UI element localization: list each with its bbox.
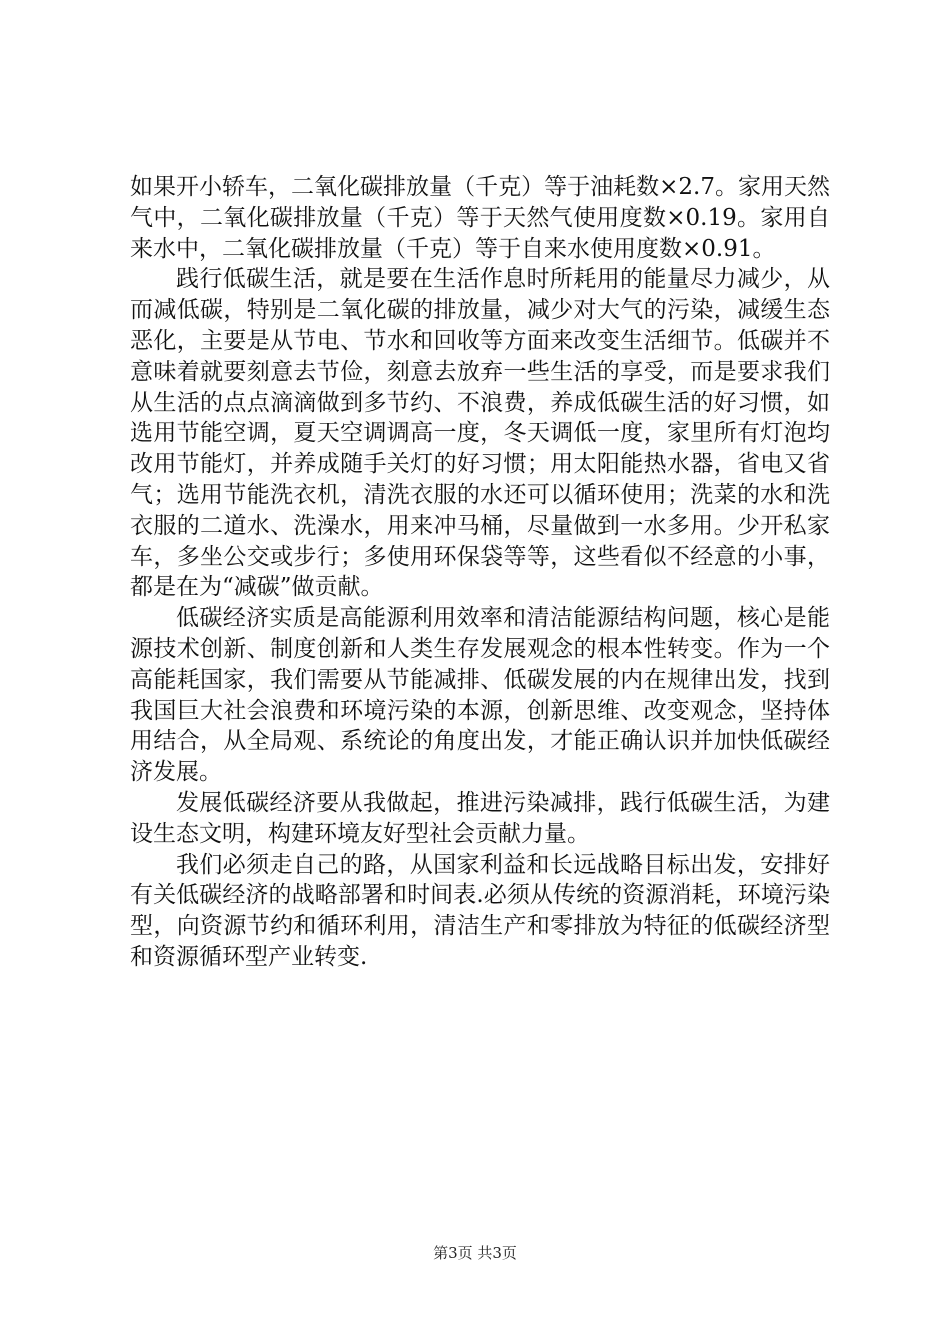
paragraph-low-carbon-economy: 低碳经济实质是高能源利用效率和清洁能源结构问题，核心是能源技术创新、制度创新和人类生存发展观念的根本性转变。作为一个高能耗国家，我们需要从节能减排、低碳发展的内在规律出发，找到我国巨大社会浪费和环境污染的本源，创新思维、改变观念，坚持体用结合，从全局观、系统论的角度出发，才能正确认识并加快低碳经济发展。 <box>130 605 830 786</box>
paragraph-carbon-formulas: 如果开小轿车，二氧化碳排放量（千克）等于油耗数×2.7。家用天然气中，二氧化碳排放量（千克）等于天然气使用度数×0.19。家用自来水中，二氧化碳排放量（千克）等于自来水使用度数×0.91。 <box>130 174 830 262</box>
paragraph-own-path: 我们必须走自己的路，从国家利益和长远战略目标出发，安排好有关低碳经济的战略部署和时间表.必须从传统的资源消耗，环境污染型，向资源节约和循环利用，清洁生产和零排放为特征的低碳经济型和资源循环型产业转变. <box>130 851 830 970</box>
paragraph-low-carbon-life: 践行低碳生活，就是要在生活作息时所耗用的能量尽力减少，从而减低碳，特别是二氧化碳的排放量，减少对大气的污染，减缓生态恶化，主要是从节电、节水和回收等方面来改变生活细节。低碳并不意味着就要刻意去节俭，刻意去放弃一些生活的享受，而是要求我们从生活的点点滴滴做到多节约、不浪费，养成低碳生活的好习惯，如选用节能空调，夏天空调调高一度，冬天调低一度，家里所有灯泡均改用节能灯，并养成随手关灯的好习惯；用太阳能热水器，省电又省气；选用节能洗衣机，清洗衣服的水还可以循环使用；洗菜的水和洗衣服的二道水、洗澡水，用来冲马桶，尽量做到一水多用。少开私家车，多坐公交或步行；多使用环保袋等等，这些看似不经意的小事，都是在为“减碳”做贡献。 <box>130 266 830 601</box>
document-body <box>130 172 830 973</box>
page-number-footer: 第3页 共3页 <box>433 1244 517 1262</box>
paragraph-start-from-me: 发展低碳经济要从我做起，推进污染减排，践行低碳生活，为建设生态文明，构建环境友好型社会贡献力量。 <box>130 789 830 847</box>
